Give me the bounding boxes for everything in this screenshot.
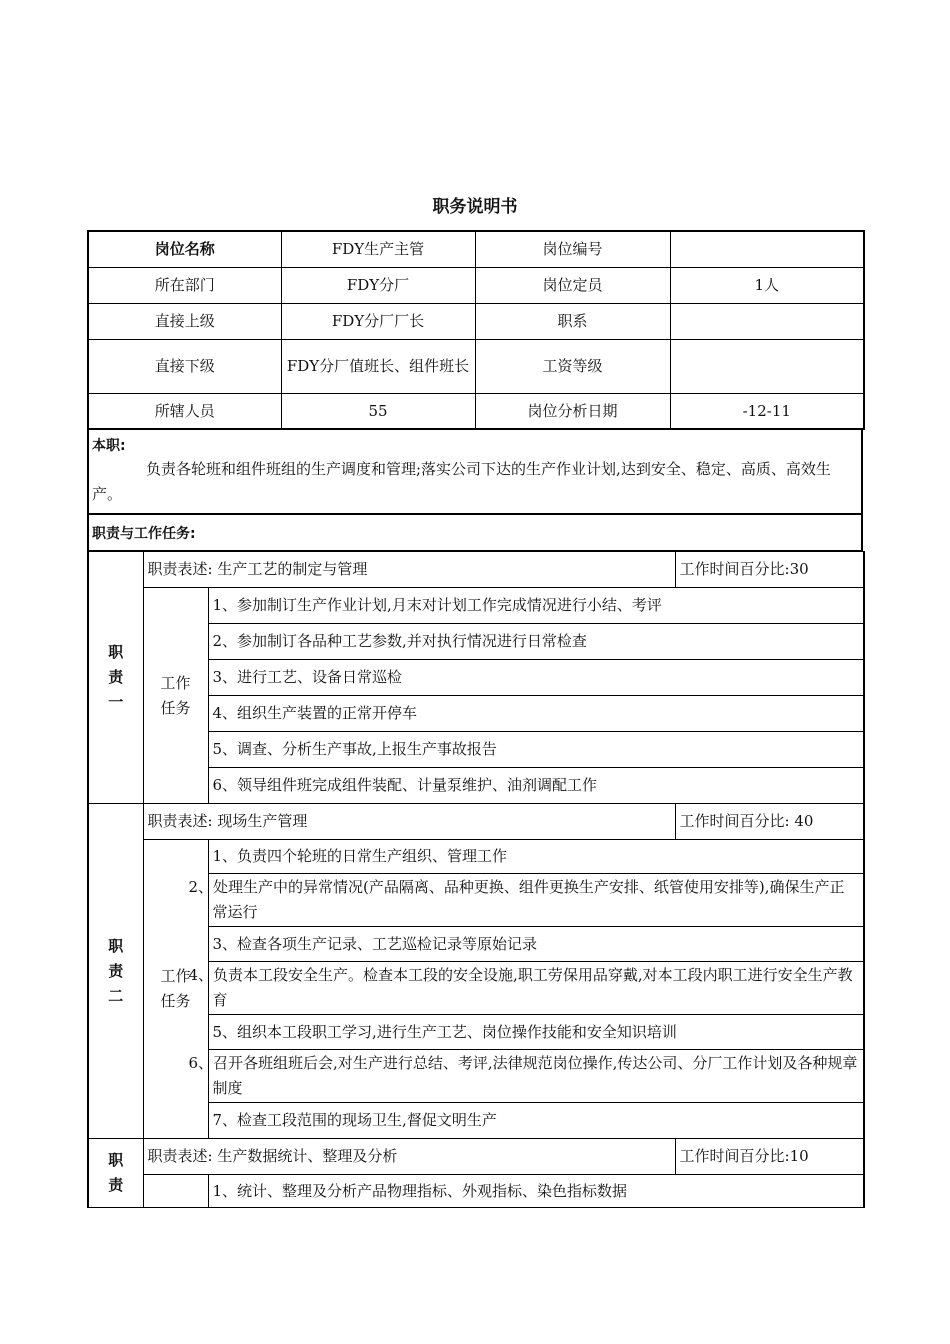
duties-table: [87, 551, 865, 1208]
duty-time-percentage: 工作时间百分比:10: [675, 1139, 864, 1175]
task-item: 5、组织本工段职工学习,进行生产工艺、岗位操作技能和安全知识培训: [208, 1015, 864, 1050]
duty-label-char: 二: [108, 986, 124, 1005]
task-item: 1、统计、整理及分析产品物理指标、外观指标、染色指标数据: [208, 1175, 864, 1208]
task-item: 2、处理生产中的异常情况(产品隔离、品种更换、组件更换生产安排、纸管使用安排等),确保生产正常运行: [208, 874, 864, 927]
duty-desc-row: [88, 804, 864, 840]
duty-label-char: 职: [108, 1151, 124, 1169]
info-key: 直接下级: [88, 339, 281, 393]
job-description-sheet: [87, 230, 863, 1201]
info-value: FDY分厂值班长、组件班长: [281, 339, 475, 393]
task-label-text: 工作任务: [160, 967, 191, 1010]
info-row: [88, 303, 864, 339]
info-key: 职系: [475, 303, 670, 339]
task-item: 2、参加制订各品种工艺参数,并对执行情况进行日常检查: [208, 624, 864, 660]
info-key: 岗位名称: [88, 231, 281, 267]
position-info-table: [87, 230, 865, 430]
duty-label-char: 一: [108, 693, 124, 711]
info-value: 1人: [670, 267, 864, 303]
duty-1-label: [88, 552, 143, 804]
task-item: 5、调查、分析生产事故,上报生产事故报告: [208, 732, 864, 768]
duties-heading: 职责与工作任务:: [87, 515, 863, 551]
duty-time-percentage: 工作时间百分比:30: [675, 552, 864, 588]
duty-3-label: [88, 1139, 143, 1208]
info-value: 55: [281, 393, 475, 429]
task-row: [88, 840, 864, 874]
duty-label-char: 责: [108, 1176, 124, 1194]
info-value: FDY分厂厂长: [281, 303, 475, 339]
task-label: [143, 1175, 208, 1208]
info-row: [88, 267, 864, 303]
duty-description: 职责表述: 现场生产管理: [143, 804, 675, 840]
info-value: [670, 339, 864, 393]
task-item: 6、召开各班组班后会,对生产进行总结、考评,法律规范岗位操作,传达公司、分厂工作计划及各种规章制度: [208, 1050, 864, 1103]
duty-label-char: 责: [108, 668, 124, 686]
task-row: [88, 588, 864, 624]
duty-label-char: 职: [108, 936, 124, 955]
info-value: FDY生产主管: [281, 231, 475, 267]
task-item: 3、进行工艺、设备日常巡检: [208, 660, 864, 696]
duty-time-percentage: 工作时间百分比: 40: [675, 804, 864, 840]
task-item: 7、检查工段范围的现场卫生,督促文明生产: [208, 1103, 864, 1139]
info-value: [670, 231, 864, 267]
info-key: 所辖人员: [88, 393, 281, 429]
task-item: 1、负责四个轮班的日常生产组织、管理工作: [208, 840, 864, 874]
info-value: FDY分厂: [281, 267, 475, 303]
info-key: 直接上级: [88, 303, 281, 339]
info-row: [88, 231, 864, 267]
duty-description: 职责表述: 生产数据统计、整理及分析: [143, 1139, 675, 1175]
task-item: 1、参加制订生产作业计划,月末对计划工作完成情况进行小结、考评: [208, 588, 864, 624]
task-row: [88, 1175, 864, 1208]
task-item: 6、领导组件班完成组件装配、计量泵维护、油剂调配工作: [208, 768, 864, 804]
task-label: [143, 588, 208, 804]
duty-description: 职责表述: 生产工艺的制定与管理: [143, 552, 675, 588]
duty-desc-row: [88, 552, 864, 588]
task-label-text: 工作任务: [160, 673, 191, 717]
info-key: 工资等级: [475, 339, 670, 393]
duty-label-char: 责: [108, 961, 124, 980]
task-item: 3、检查各项生产记录、工艺巡检记录等原始记录: [208, 927, 864, 962]
duty-2-label: [88, 804, 143, 1139]
duty-desc-row: [88, 1139, 864, 1175]
mission-text: 负责各轮班和组件班组的生产调度和管理;落实公司下达的生产作业计划,达到安全、稳定、高质、高效生产。: [92, 460, 831, 503]
info-key: 岗位编号: [475, 231, 670, 267]
task-item: 4、负责本工段安全生产。检查本工段的安全设施,职工劳保用品穿戴,对本工段内职工进行安全生产教育: [208, 962, 864, 1015]
info-value: [670, 303, 864, 339]
mission-label: 本职:: [92, 438, 126, 454]
info-key: 所在部门: [88, 267, 281, 303]
info-key: 岗位定员: [475, 267, 670, 303]
document-title: 职务说明书: [432, 197, 518, 217]
info-key: 岗位分析日期: [475, 393, 670, 429]
info-value: -12-11: [670, 393, 864, 429]
task-item: 4、组织生产装置的正常开停车: [208, 696, 864, 732]
duty-label-char: 职: [108, 643, 124, 661]
info-row: [88, 393, 864, 429]
info-row: [88, 339, 864, 393]
mission-section: [87, 430, 863, 515]
